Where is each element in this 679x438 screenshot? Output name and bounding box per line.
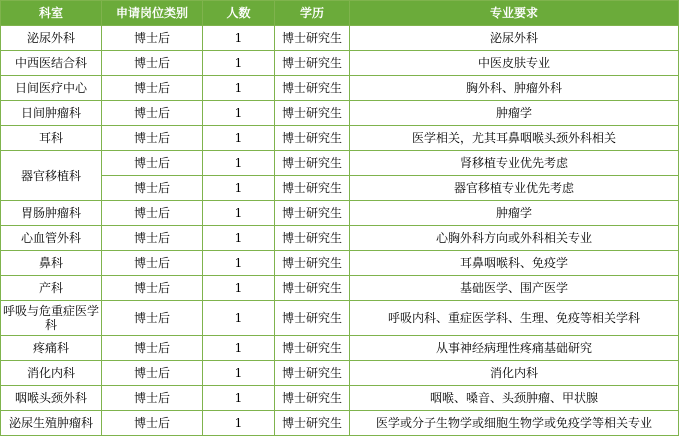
category-cell: 博士后 — [102, 276, 203, 301]
department-cell: 泌尿外科 — [1, 26, 102, 51]
degree-cell: 博士研究生 — [275, 361, 350, 386]
count-cell: 1 — [203, 151, 275, 176]
count-cell: 1 — [203, 361, 275, 386]
table-row — [1, 176, 679, 201]
requirement-cell: 耳鼻咽喉科、免疫学 — [350, 251, 679, 276]
header-row — [1, 1, 679, 26]
degree-cell: 博士研究生 — [275, 101, 350, 126]
count-cell: 1 — [203, 201, 275, 226]
degree-cell: 博士研究生 — [275, 276, 350, 301]
department-cell: 疼痛科 — [1, 336, 102, 361]
table-row — [1, 76, 679, 101]
requirement-cell: 肾移植专业优先考虑 — [350, 151, 679, 176]
count-cell: 1 — [203, 226, 275, 251]
count-cell: 1 — [203, 276, 275, 301]
requirement-cell: 胸外科、肿瘤外科 — [350, 76, 679, 101]
degree-cell: 博士研究生 — [275, 176, 350, 201]
table-row — [1, 201, 679, 226]
requirement-cell: 医学或分子生物学或细胞生物学或免疫学等相关专业 — [350, 411, 679, 436]
category-cell: 博士后 — [102, 251, 203, 276]
category-cell: 博士后 — [102, 101, 203, 126]
degree-cell: 博士研究生 — [275, 386, 350, 411]
requirement-cell: 咽喉、嗓音、头颈肿瘤、甲状腺 — [350, 386, 679, 411]
table-row — [1, 101, 679, 126]
count-cell: 1 — [203, 301, 275, 336]
table-row — [1, 276, 679, 301]
header-headcount: 人数 — [203, 1, 275, 26]
count-cell: 1 — [203, 26, 275, 51]
count-cell: 1 — [203, 336, 275, 361]
category-cell: 博士后 — [102, 226, 203, 251]
category-cell: 博士后 — [102, 411, 203, 436]
degree-cell: 博士研究生 — [275, 226, 350, 251]
count-cell: 1 — [203, 51, 275, 76]
category-cell: 博士后 — [102, 76, 203, 101]
category-cell: 博士后 — [102, 51, 203, 76]
table-row — [1, 361, 679, 386]
table-row — [1, 251, 679, 276]
header-department: 科室 — [1, 1, 102, 26]
degree-cell: 博士研究生 — [275, 201, 350, 226]
department-cell: 器官移植科 — [1, 151, 102, 201]
table-row — [1, 336, 679, 361]
category-cell: 博士后 — [102, 301, 203, 336]
count-cell: 1 — [203, 251, 275, 276]
count-cell: 1 — [203, 101, 275, 126]
table-row — [1, 411, 679, 436]
count-cell: 1 — [203, 176, 275, 201]
requirement-cell: 从事神经病理性疼痛基础研究 — [350, 336, 679, 361]
count-cell: 1 — [203, 126, 275, 151]
requirement-cell: 呼吸内科、重症医学科、生理、免疫等相关学科 — [350, 301, 679, 336]
category-cell: 博士后 — [102, 176, 203, 201]
department-cell: 鼻科 — [1, 251, 102, 276]
count-cell: 1 — [203, 411, 275, 436]
degree-cell: 博士研究生 — [275, 411, 350, 436]
table-row — [1, 26, 679, 51]
department-cell: 消化内科 — [1, 361, 102, 386]
table-row — [1, 126, 679, 151]
category-cell: 博士后 — [102, 386, 203, 411]
requirement-cell: 医学相关，尤其耳鼻咽喉头颈外科相关 — [350, 126, 679, 151]
requirement-cell: 基础医学、围产医学 — [350, 276, 679, 301]
count-cell: 1 — [203, 76, 275, 101]
category-cell: 博士后 — [102, 201, 203, 226]
requirement-cell: 中医皮肤专业 — [350, 51, 679, 76]
category-cell: 博士后 — [102, 151, 203, 176]
department-cell: 中西医结合科 — [1, 51, 102, 76]
degree-cell: 博士研究生 — [275, 26, 350, 51]
table-row — [1, 386, 679, 411]
department-cell: 产科 — [1, 276, 102, 301]
department-cell: 胃肠肿瘤科 — [1, 201, 102, 226]
category-cell: 博士后 — [102, 126, 203, 151]
category-cell: 博士后 — [102, 336, 203, 361]
degree-cell: 博士研究生 — [275, 126, 350, 151]
department-cell: 呼吸与危重症医学科 — [1, 301, 102, 336]
department-cell: 日间医疗中心 — [1, 76, 102, 101]
category-cell: 博士后 — [102, 361, 203, 386]
requirement-cell: 心胸外科方向或外科相关专业 — [350, 226, 679, 251]
department-cell: 日间肿瘤科 — [1, 101, 102, 126]
department-cell: 咽喉头颈外科 — [1, 386, 102, 411]
degree-cell: 博士研究生 — [275, 76, 350, 101]
header-degree: 学历 — [275, 1, 350, 26]
requirement-cell: 消化内科 — [350, 361, 679, 386]
degree-cell: 博士研究生 — [275, 336, 350, 361]
degree-cell: 博士研究生 — [275, 251, 350, 276]
department-cell: 耳科 — [1, 126, 102, 151]
header-position-category: 申请岗位类别 — [102, 1, 203, 26]
table-row — [1, 301, 679, 336]
degree-cell: 博士研究生 — [275, 151, 350, 176]
category-cell: 博士后 — [102, 26, 203, 51]
degree-cell: 博士研究生 — [275, 301, 350, 336]
table-row — [1, 51, 679, 76]
table-row — [1, 151, 679, 176]
table-row — [1, 226, 679, 251]
department-cell: 心血管外科 — [1, 226, 102, 251]
count-cell: 1 — [203, 386, 275, 411]
department-cell: 泌尿生殖肿瘤科 — [1, 411, 102, 436]
degree-cell: 博士研究生 — [275, 51, 350, 76]
header-major-requirement: 专业要求 — [350, 1, 679, 26]
requirement-cell: 器官移植专业优先考虑 — [350, 176, 679, 201]
requirement-cell: 泌尿外科 — [350, 26, 679, 51]
requirement-cell: 肿瘤学 — [350, 101, 679, 126]
requirement-cell: 肿瘤学 — [350, 201, 679, 226]
